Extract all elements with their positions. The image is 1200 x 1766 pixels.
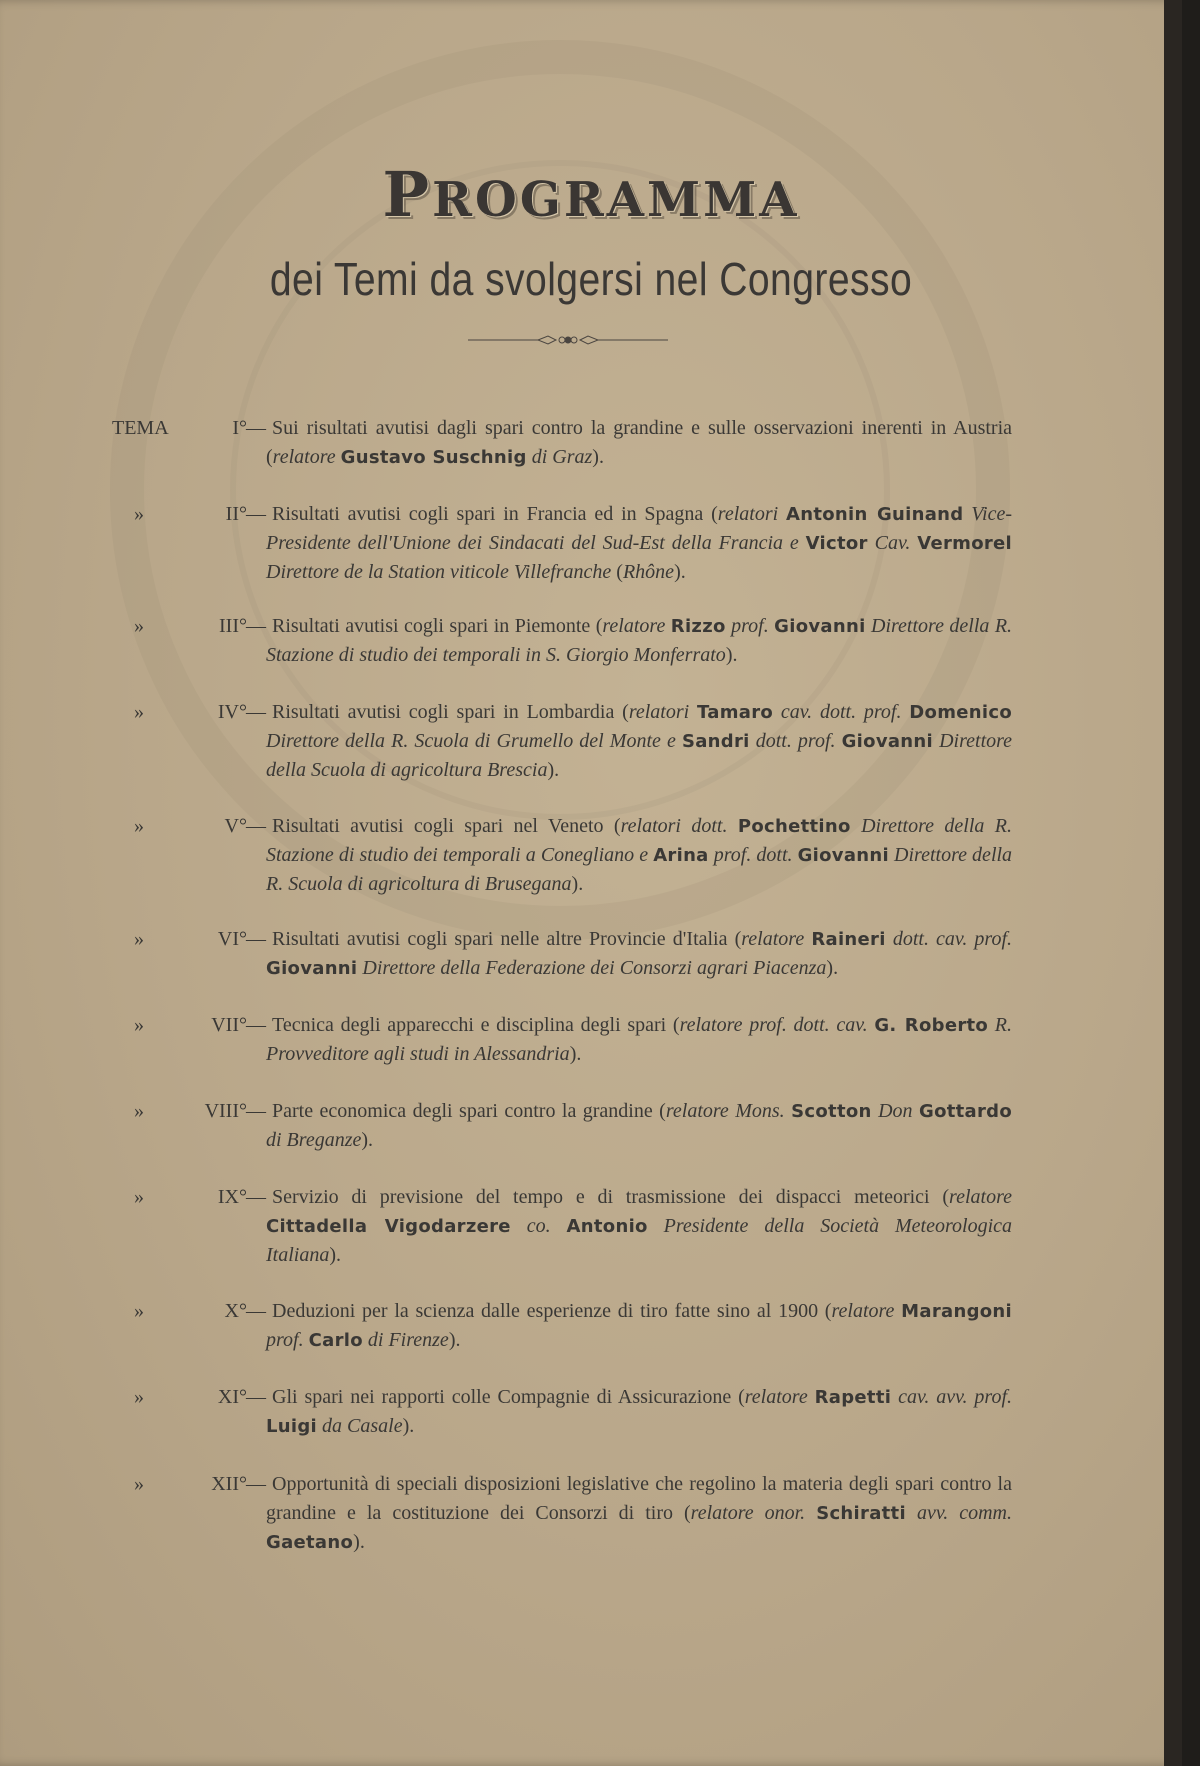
theme-text [246,812,1013,899]
theme-text-italic: da Casale [322,1415,403,1437]
person-name: Luigi [266,1416,318,1437]
theme-text-span [851,815,861,837]
person-name: Schiratti [816,1503,906,1524]
theme-text-italic: relatore Mons. [665,1100,785,1122]
theme-dash: — [246,928,266,950]
theme-dash: — [246,1473,266,1495]
theme-text-span [886,928,893,950]
person-name: Rizzo [670,616,726,637]
theme-dash: — [246,1186,266,1208]
theme-text [246,1097,1013,1155]
theme-item [112,414,1012,472]
theme-number: V° [224,815,247,837]
theme-text-italic: Cav. [874,532,911,554]
theme-text-span [689,701,697,723]
theme-dash: — [246,1100,266,1122]
theme-text [246,1470,1012,1557]
person-name: Antonio [566,1216,648,1237]
theme-text-span [648,1215,664,1237]
theme-item [112,612,1012,670]
theme-text-italic: R. Provveditore agli studi in Alessandria [266,1014,1012,1065]
theme-text [246,1011,1012,1069]
theme-label: » [134,1386,144,1408]
theme-text [246,414,1012,472]
theme-number: VII° [211,1014,247,1036]
theme-text-italic: relatore prof. dott. cav. [679,1014,868,1036]
person-name: Tamaro [697,702,774,723]
theme-number: II° [225,503,247,525]
theme-label: » [134,1014,144,1036]
person-name: Pochettino [737,816,851,837]
theme-text-span [988,1014,995,1036]
theme-text-italic: Presidente della Società Meteorologica Italiana [266,1215,1013,1266]
theme-text-span: Risultati avutisi cogli spari in Piemonte ( [272,615,603,637]
theme-label: TEMA [112,417,169,439]
theme-text-italic: relatore [831,1300,895,1322]
person-name: Victor [805,533,868,554]
person-name: Cittadella Vigodarzere [266,1216,511,1237]
theme-text-italic: relatore [272,446,336,468]
theme-text-span: Risultati avutisi cogli spari nel Veneto ( [272,815,621,837]
person-name: Vermorel [917,533,1013,554]
theme-number: IX° [217,1186,247,1208]
theme-label: » [134,928,144,950]
theme-text-italic: relatore [744,1386,808,1408]
theme-text-italic: relatori dott. [620,815,728,837]
theme-number: I° [232,417,247,439]
theme-text [246,698,1013,785]
theme-text-span [799,532,806,554]
theme-number: XI° [217,1386,247,1408]
theme-text-span: Gli spari nei rapporti colle Compagnie di Assicurazione ( [272,1386,745,1408]
person-name: Gottardo [919,1101,1013,1122]
theme-label: » [134,1186,144,1208]
person-name: Domenico [909,702,1012,723]
person-name: Sandri [681,731,750,752]
theme-dash: — [246,701,266,723]
theme-text-span [773,701,781,723]
theme-dash: — [246,615,266,637]
theme-text-italic: relatore [741,928,805,950]
theme-label: » [134,1300,144,1322]
theme-label: » [134,815,144,837]
theme-text [246,1297,1013,1355]
theme-dash: — [246,503,266,525]
theme-item [112,812,1012,899]
theme-text-span: ( [611,561,623,583]
theme-text-italic: cav. dott. prof. [780,701,902,723]
theme-text-span: ). [826,957,839,979]
theme-item [112,1183,1012,1270]
theme-text-span [551,1215,567,1237]
theme-text-italic: di Breganze [266,1129,362,1151]
theme-text-span: Tecnica degli apparecchi e disciplina degli spari ( [272,1014,680,1036]
theme-text-span: ). [571,873,584,895]
theme-text-italic: relatori [717,503,779,525]
theme-text-span [808,1386,815,1408]
theme-text-span: Risultati avutisi cogli spari in Francia ed in Spagna ( [272,503,718,525]
theme-text-italic: Direttore della R. Scuola di agricoltura di Brusegana [266,844,1013,895]
theme-text-italic: cav. avv. prof. [898,1386,1013,1408]
theme-text-span: Deduzioni per la scienza dalle esperienze di tiro fatte sino al 1900 ( [272,1300,832,1322]
theme-text-italic: co. [526,1215,551,1237]
title-rest: ROGRAMMA [432,172,800,228]
theme-text-span: Risultati avutisi cogli spari in Lombardia ( [272,701,629,723]
theme-text-italic: relatori [628,701,690,723]
theme-text-italic: relatore onor. [690,1502,806,1524]
scan-edge [1164,0,1182,1766]
theme-text-span: Parte economica degli spari contro la grandine ( [272,1100,666,1122]
theme-dash: — [246,417,266,439]
theme-number: XII° [211,1473,247,1495]
theme-number: III° [219,615,247,637]
theme-text-italic: relatore [949,1186,1012,1208]
theme-text [246,1383,1013,1441]
theme-text-span: ). [547,759,560,781]
theme-text-span [778,503,786,525]
theme-text-italic: avv. comm. [916,1502,1012,1524]
theme-dash: — [246,1386,266,1408]
theme-text [246,1183,1013,1270]
theme-text-span: ). [674,561,686,583]
theme-label: » [134,701,144,723]
theme-text-italic: prof. [266,1329,304,1351]
theme-text [246,612,1013,670]
ornament-divider [468,333,668,347]
theme-label: » [134,1473,144,1495]
person-name: Giovanni [266,958,358,979]
theme-text-italic: Direttore della Scuola di agricoltura Brescia [266,730,1013,781]
person-name: Giovanni [797,845,889,866]
theme-label: » [134,1100,144,1122]
theme-text-span: ). [329,1244,342,1266]
theme-text-italic: Direttore de la Station viticole Villefranche [266,561,612,583]
theme-text-span: Risultati avutisi cogli spari nelle altre Provincie d'Italia ( [272,928,742,950]
theme-text-italic: di Graz [531,446,593,468]
theme-text-italic: Direttore della R. Scuola di Grumello del Monte e [266,730,676,752]
theme-item [112,1011,1012,1069]
person-name: Arina [653,845,709,866]
person-name: Gaetano [266,1532,354,1553]
theme-item [112,1097,1012,1155]
theme-text-italic: relatore [602,615,666,637]
theme-text-span: ). [725,644,738,666]
theme-text [246,925,1013,983]
theme-text-span [805,1502,816,1524]
person-name: Scotton [791,1101,872,1122]
theme-text-italic: Direttore della R. Stazione di studio dei temporali in S. Giorgio Monferrato [266,615,1013,666]
theme-text-span: ). [569,1043,582,1065]
theme-label: » [134,615,144,637]
person-name: Giovanni [841,731,933,752]
theme-text-span: Opportunità di speciali disposizioni legislative che regolino la materia degli spari contro la grandine e la costituzione dei Consorzi di tiro ( [266,1473,1012,1524]
theme-item [112,1297,1012,1355]
theme-text-italic: di Firenze [367,1329,449,1351]
person-name: Raineri [811,929,886,950]
theme-text-span: ). [361,1129,374,1151]
theme-item [112,1383,1012,1441]
theme-text-italic: Don [878,1100,913,1122]
theme-number: VI° [217,928,247,950]
theme-text-italic: Vice-Presidente dell'Unione dei Sindacati del Sud-Est della Francia e [266,503,1012,554]
theme-dash: — [246,1014,266,1036]
theme-text-span [727,815,737,837]
theme-text-italic: Rhône [622,561,675,583]
theme-text-span [868,532,875,554]
theme-text-italic: prof. dott. [713,844,793,866]
person-name: Gustavo Suschnig [340,447,527,468]
theme-item [112,925,1012,983]
theme-text-italic: prof. [731,615,769,637]
person-name: Giovanni [774,616,866,637]
theme-dash: — [246,1300,266,1322]
theme-text-span: Servizio di previsione del tempo e di trasmissione dei dispacci meteorici ( [272,1186,950,1208]
theme-text-span: Sui risultati avutisi dagli spari contro la grandine e sulle osservazioni inerenti in Austria ( [266,417,1012,468]
page-subtitle: dei Temi da svolgersi nel Congresso [269,253,913,305]
theme-number: VIII° [204,1100,247,1122]
page-title [0,158,1182,231]
theme-text-italic: Direttore della Federazione dei Consorzi agrari Piacenza [362,957,827,979]
person-name: G. Roberto [874,1015,989,1036]
theme-number: X° [224,1300,247,1322]
theme-text [246,500,1013,587]
theme-text-span: ). [592,446,604,468]
theme-text-span: ). [448,1329,461,1351]
theme-item [112,1470,1012,1557]
theme-text-span [906,1502,917,1524]
theme-dash: — [246,815,266,837]
person-name: Marangoni [901,1301,1013,1322]
theme-text-span: ). [402,1415,415,1437]
title-initial: P [382,158,433,231]
theme-label: » [134,503,144,525]
theme-item [112,698,1012,785]
theme-text-italic: dott. prof. [755,730,836,752]
person-name: Carlo [308,1330,363,1351]
theme-text-italic: Direttore della R. Stazione di studio dei temporali a Conegliano e [266,815,1012,866]
theme-item [112,500,1012,587]
theme-text-italic: dott. cav. prof. [892,928,1013,950]
person-name: Rapetti [814,1387,892,1408]
theme-number: IV° [217,701,247,723]
theme-text-span: ). [353,1531,365,1553]
theme-text-span [511,1215,527,1237]
person-name: Antonin Guinand [785,504,964,525]
